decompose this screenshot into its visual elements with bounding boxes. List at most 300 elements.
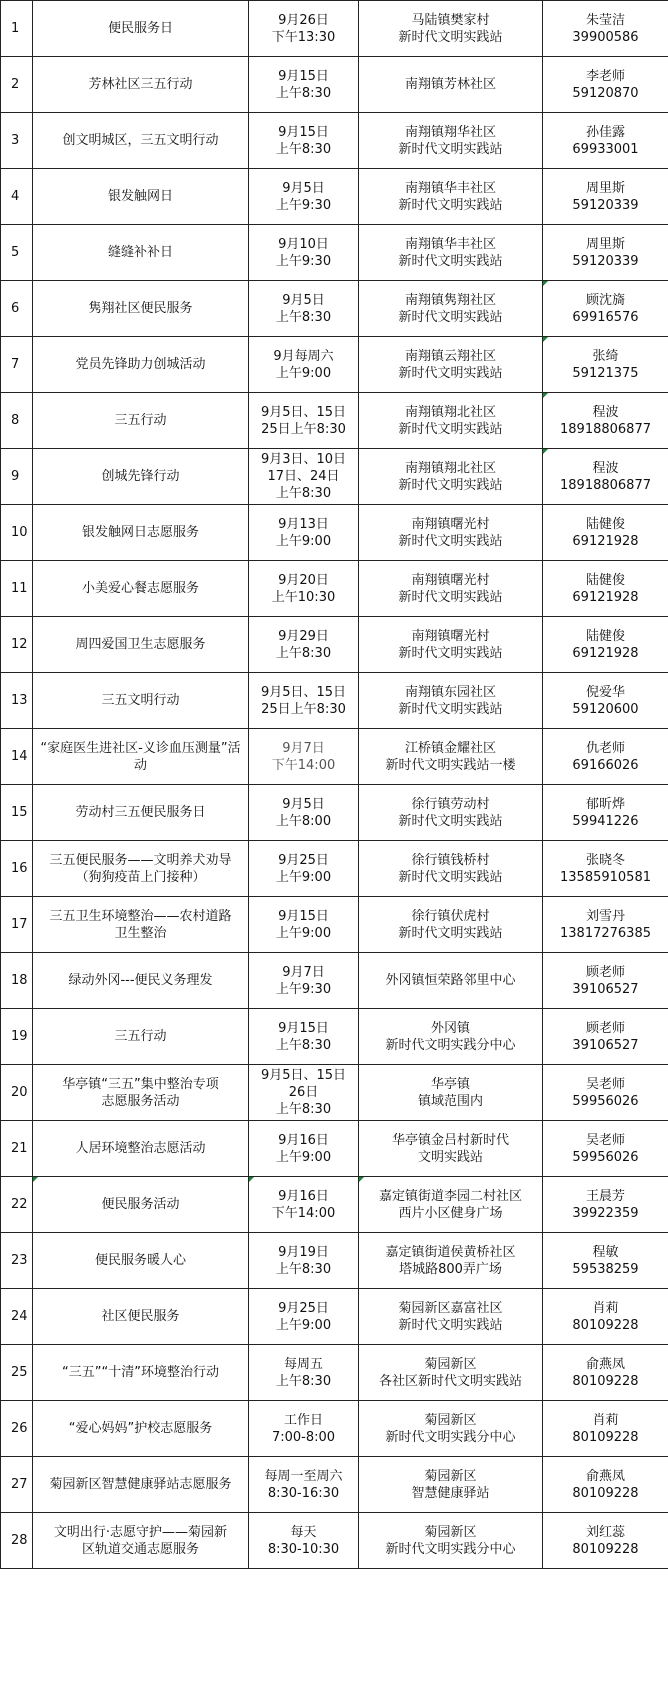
table-row <box>1 57 668 113</box>
row-number-cell: 21 <box>1 1121 33 1177</box>
contact-cell <box>543 1 668 57</box>
activity-place-cell <box>359 1345 543 1401</box>
time-line: 上午9:00 <box>275 365 332 381</box>
activity-place-cell <box>359 281 543 337</box>
time-line: 上午9:30 <box>275 197 332 213</box>
contact-cell <box>543 1009 668 1065</box>
contact-line: 59120339 <box>572 197 639 213</box>
activity-time-cell <box>249 393 359 449</box>
place-line: 新时代文明实践站 <box>398 197 503 213</box>
activity-line: 隽翔社区便民服务 <box>88 301 193 316</box>
contact-line: 陆健俊 <box>585 572 625 588</box>
activity-line: 银发触网日志愿服务 <box>81 525 199 540</box>
activity-time-cell <box>249 1345 359 1401</box>
activity-time-cell <box>249 673 359 729</box>
time-line: 9月5日 <box>282 180 325 196</box>
time-line: 9月15日 <box>278 1020 329 1036</box>
time-line: 7:00-8:00 <box>271 1429 336 1445</box>
time-line: 9月3日、10日 <box>260 452 347 467</box>
place-line: 新时代文明实践站 <box>398 309 503 325</box>
activity-line: 三五行动 <box>114 413 167 428</box>
row-number-cell: 15 <box>1 785 33 841</box>
activity-line: 周四爱国卫生志愿服务 <box>75 637 206 652</box>
activity-place-cell <box>359 1401 543 1457</box>
time-line: 9月10日 <box>278 236 329 252</box>
time-line: 9月5日、15日 <box>260 684 347 700</box>
place-line: 华亭镇金吕村新时代 <box>391 1132 509 1148</box>
row-number-cell: 19 <box>1 1009 33 1065</box>
activity-time-cell <box>249 561 359 617</box>
activity-time-cell <box>249 113 359 169</box>
activity-line: “三五”“十清”环境整治行动 <box>62 1365 219 1380</box>
row-number-cell: 10 <box>1 505 33 561</box>
activity-name-cell <box>33 841 249 897</box>
activity-line: 便民服务日 <box>107 21 173 36</box>
time-line: 9月5日 <box>282 796 325 812</box>
contact-line: 顾老师 <box>585 964 625 980</box>
contact-line: 39900586 <box>572 29 639 45</box>
row-number-cell: 27 <box>1 1457 33 1513</box>
row-number-cell: 3 <box>1 113 33 169</box>
activity-name-cell <box>33 57 249 113</box>
activity-time-cell <box>249 337 359 393</box>
row-number-cell: 6 <box>1 281 33 337</box>
contact-cell <box>543 561 668 617</box>
table-row <box>1 1401 668 1457</box>
activity-place-cell <box>359 897 543 953</box>
activity-time-cell <box>249 1289 359 1345</box>
activity-line: 三五行动 <box>114 1029 167 1044</box>
contact-cell <box>543 1513 668 1569</box>
contact-cell <box>543 281 668 337</box>
activity-name-cell <box>33 897 249 953</box>
activity-place-cell <box>359 1457 543 1513</box>
activity-time-cell <box>249 505 359 561</box>
row-number-cell: 26 <box>1 1401 33 1457</box>
table-row <box>1 1289 668 1345</box>
time-line: 9月19日 <box>278 1244 329 1260</box>
activity-time-cell <box>249 1401 359 1457</box>
time-line: 下午13:30 <box>271 29 336 45</box>
contact-cell <box>543 169 668 225</box>
activity-place-cell <box>359 225 543 281</box>
activity-name-cell <box>33 1345 249 1401</box>
contact-line: 80109228 <box>572 1429 639 1445</box>
row-number-cell: 12 <box>1 617 33 673</box>
place-line: 徐行镇钱桥村 <box>411 852 490 868</box>
activity-line: 便民服务活动 <box>101 1197 180 1212</box>
contact-line: 郁昕烨 <box>585 796 625 812</box>
time-line: 9月每周六 <box>273 348 334 364</box>
activity-name-cell <box>33 505 249 561</box>
place-line: 菊园新区 <box>424 1412 477 1428</box>
contact-line: 59538259 <box>572 1261 639 1277</box>
activity-line: 三五便民服务——文明养犬劝导 <box>49 852 232 868</box>
table-row <box>1 841 668 897</box>
contact-line: 刘雪丹 <box>585 908 625 924</box>
activity-line: 创城先锋行动 <box>101 469 180 484</box>
activity-time-cell <box>249 225 359 281</box>
time-line: 上午9:30 <box>275 253 332 269</box>
contact-line: 80109228 <box>572 1541 639 1557</box>
activity-line: 银发触网日 <box>107 189 173 204</box>
activity-line: “爱心妈妈”护校志愿服务 <box>68 1421 213 1436</box>
contact-line: 李老师 <box>585 68 625 84</box>
activity-time-cell <box>249 1177 359 1233</box>
activity-time-cell <box>249 1233 359 1289</box>
activity-time-cell <box>249 169 359 225</box>
activity-line: 缝缝补补日 <box>107 245 173 260</box>
contact-cell <box>543 617 668 673</box>
table-row <box>1 449 668 505</box>
place-line: 南翔镇曙光村 <box>411 572 490 588</box>
contact-line: 张晓冬 <box>585 852 625 868</box>
place-line: 菊园新区 <box>424 1356 477 1372</box>
time-line: 9月15日 <box>278 124 329 140</box>
contact-cell <box>543 1457 668 1513</box>
contact-cell <box>543 337 668 393</box>
activity-line: 小美爱心餐志愿服务 <box>81 581 199 596</box>
activity-line: 创文明城区，三五文明行动 <box>62 133 219 148</box>
contact-line: 顾老师 <box>585 1020 625 1036</box>
table-row <box>1 1513 668 1569</box>
activity-place-cell <box>359 785 543 841</box>
activity-place-cell <box>359 1121 543 1177</box>
time-line: 9月29日 <box>278 628 329 644</box>
activity-time-cell <box>249 841 359 897</box>
place-line: 新时代文明实践站 <box>398 589 503 605</box>
table-row <box>1 337 668 393</box>
time-line: 每天 <box>290 1524 317 1540</box>
time-line: 9月5日 <box>282 292 325 308</box>
contact-line: 陆健俊 <box>585 628 625 644</box>
activity-line: 人居环境整治志愿活动 <box>75 1141 206 1156</box>
place-line: 华亭镇 <box>430 1076 470 1092</box>
activity-place-cell <box>359 1 543 57</box>
place-line: 徐行镇劳动村 <box>411 796 490 812</box>
time-line: 上午8:30 <box>275 1102 332 1117</box>
table-row <box>1 1457 668 1513</box>
table-row <box>1 393 668 449</box>
time-line: 9月16日 <box>278 1188 329 1204</box>
activity-name-cell <box>33 561 249 617</box>
place-line: 新时代文明实践站 <box>398 477 503 493</box>
place-line: 南翔镇翔北社区 <box>404 404 496 420</box>
contact-line: 80109228 <box>572 1373 639 1389</box>
place-line: 南翔镇云翔社区 <box>404 348 496 364</box>
time-line: 上午8:30 <box>275 85 332 101</box>
contact-cell <box>543 393 668 449</box>
place-line: 菊园新区嘉富社区 <box>398 1300 503 1316</box>
contact-cell <box>543 225 668 281</box>
activity-line: 华亭镇“三五”集中整治专项 <box>62 1076 219 1092</box>
activity-place-cell <box>359 1009 543 1065</box>
time-line: 17日、24日 <box>267 469 340 484</box>
row-number-cell: 13 <box>1 673 33 729</box>
contact-line: 39922359 <box>572 1205 639 1221</box>
place-line: 菊园新区 <box>424 1468 477 1484</box>
contact-line: 程波 <box>592 460 619 476</box>
row-number-cell: 20 <box>1 1065 33 1121</box>
time-line: 上午8:30 <box>275 309 332 325</box>
contact-line: 程波 <box>592 404 619 420</box>
place-line: 新时代文明实践站 <box>398 533 503 549</box>
activity-place-cell <box>359 1177 543 1233</box>
contact-cell <box>543 1121 668 1177</box>
contact-line: 倪爱华 <box>585 684 625 700</box>
place-line: 镇域范围内 <box>417 1093 483 1109</box>
contact-line: 俞燕凤 <box>585 1468 625 1484</box>
activity-place-cell <box>359 1065 543 1121</box>
activity-line: 志愿服务活动 <box>101 1093 180 1109</box>
activity-line: 区轨道交通志愿服务 <box>81 1541 199 1557</box>
contact-line: 59120339 <box>572 253 639 269</box>
activity-name-cell <box>33 617 249 673</box>
table-row <box>1 785 668 841</box>
activity-name-cell <box>33 337 249 393</box>
place-line: 菊园新区 <box>424 1524 477 1540</box>
place-line: 新时代文明实践站 <box>398 141 503 157</box>
activity-time-cell <box>249 1 359 57</box>
activity-name-cell <box>33 1177 249 1233</box>
contact-line: 18918806877 <box>560 421 651 437</box>
contact-cell <box>543 1233 668 1289</box>
time-line: 上午9:00 <box>275 869 332 885</box>
activity-time-cell <box>249 1513 359 1569</box>
row-number-cell: 7 <box>1 337 33 393</box>
place-line: 新时代文明实践站 <box>398 421 503 437</box>
row-number-cell: 18 <box>1 953 33 1009</box>
activity-name-cell <box>33 785 249 841</box>
activity-name-cell <box>33 113 249 169</box>
activity-time-cell <box>249 1065 359 1121</box>
contact-line: 69933001 <box>572 141 639 157</box>
activity-place-cell <box>359 673 543 729</box>
place-line: 塔城路800弄广场 <box>399 1261 502 1277</box>
table-row <box>1 1 668 57</box>
contact-line: 13585910581 <box>560 869 651 885</box>
activity-time-cell <box>249 729 359 785</box>
table-row <box>1 505 668 561</box>
time-line: 9月25日 <box>278 852 329 868</box>
place-line: 智慧健康驿站 <box>411 1485 490 1501</box>
table-row <box>1 617 668 673</box>
place-line: 马陆镇樊家村 <box>411 12 490 28</box>
place-line: 外冈镇 <box>430 1020 470 1036</box>
row-number-cell: 25 <box>1 1345 33 1401</box>
time-line: 上午9:00 <box>275 533 332 549</box>
place-line: 各社区新时代文明实践站 <box>378 1373 522 1389</box>
contact-cell <box>543 841 668 897</box>
place-line: 南翔镇翔华社区 <box>404 124 496 140</box>
contact-line: 59120870 <box>572 85 639 101</box>
contact-line: 13817276385 <box>560 925 651 941</box>
table-row <box>1 1065 668 1121</box>
activity-name-cell <box>33 281 249 337</box>
activity-place-cell <box>359 169 543 225</box>
contact-line: 吴老师 <box>585 1076 625 1092</box>
activity-place-cell <box>359 393 543 449</box>
contact-cell <box>543 729 668 785</box>
activity-place-cell <box>359 841 543 897</box>
contact-cell <box>543 57 668 113</box>
place-line: 南翔镇芳林社区 <box>404 77 496 92</box>
place-line: 新时代文明实践站 <box>398 869 503 885</box>
time-line: 9月26日 <box>278 12 329 28</box>
row-number-cell: 16 <box>1 841 33 897</box>
contact-line: 69121928 <box>572 533 639 549</box>
contact-line: 张绮 <box>592 348 619 364</box>
activity-place-cell <box>359 953 543 1009</box>
activity-place-cell <box>359 505 543 561</box>
place-line: 嘉定镇街道李园二村社区 <box>378 1188 522 1204</box>
time-line: 25日上午8:30 <box>261 701 346 717</box>
contact-line: 陆健俊 <box>585 516 625 532</box>
time-line: 9月7日 <box>282 740 325 756</box>
place-line: 新时代文明实践分中心 <box>385 1429 516 1445</box>
contact-line: 18918806877 <box>560 477 651 493</box>
contact-line: 肖莉 <box>592 1412 619 1428</box>
time-line: 上午8:30 <box>275 1373 332 1389</box>
contact-cell <box>543 897 668 953</box>
place-line: 新时代文明实践站 <box>398 701 503 717</box>
activity-name-cell <box>33 449 249 505</box>
row-number-cell: 23 <box>1 1233 33 1289</box>
time-line: 9月15日 <box>278 908 329 924</box>
time-line: 9月15日 <box>278 68 329 84</box>
time-line: 下午14:00 <box>271 1205 336 1221</box>
place-line: 新时代文明实践站 <box>398 365 503 381</box>
table-row <box>1 673 668 729</box>
row-number-cell: 17 <box>1 897 33 953</box>
row-number-cell: 5 <box>1 225 33 281</box>
contact-line: 59941226 <box>572 813 639 829</box>
activity-name-cell <box>33 1 249 57</box>
time-line: 上午9:00 <box>275 925 332 941</box>
activity-line: 三五文明行动 <box>101 693 180 708</box>
activity-place-cell <box>359 449 543 505</box>
activity-name-cell <box>33 673 249 729</box>
activity-line: “家庭医生进社区-义诊血压测量”活动 <box>40 740 241 773</box>
table-row <box>1 281 668 337</box>
table-row <box>1 1233 668 1289</box>
place-line: 南翔镇隽翔社区 <box>404 292 496 308</box>
activity-time-cell <box>249 1121 359 1177</box>
row-number-cell: 8 <box>1 393 33 449</box>
time-line: 9月5日、15日 <box>260 1068 347 1083</box>
place-line: 南翔镇曙光村 <box>411 628 490 644</box>
contact-cell <box>543 785 668 841</box>
place-line: 南翔镇东园社区 <box>404 684 496 700</box>
time-line: 工作日 <box>283 1412 323 1428</box>
activity-time-cell <box>249 897 359 953</box>
time-line: 9月25日 <box>278 1300 329 1316</box>
contact-line: 80109228 <box>572 1317 639 1333</box>
row-number-cell: 2 <box>1 57 33 113</box>
table-row <box>1 897 668 953</box>
activity-line: 三五卫生环境整治——农村道路 <box>49 908 232 924</box>
activity-name-cell <box>33 169 249 225</box>
place-line: 新时代文明实践站 <box>398 253 503 269</box>
place-line: 新时代文明实践站 <box>398 645 503 661</box>
time-line: 每周一至周六 <box>264 1468 343 1484</box>
time-line: 上午8:30 <box>275 1261 332 1277</box>
time-line: 上午8:00 <box>275 813 332 829</box>
place-line: 新时代文明实践站 <box>398 29 503 45</box>
place-line: 西片小区健身广场 <box>398 1205 503 1221</box>
row-number-cell: 4 <box>1 169 33 225</box>
activity-time-cell <box>249 449 359 505</box>
time-line: 9月13日 <box>278 516 329 532</box>
time-line: 上午9:00 <box>275 1317 332 1333</box>
activity-place-cell <box>359 57 543 113</box>
activity-line: （狗狗疫苗上门接种） <box>75 869 206 885</box>
table-row <box>1 1121 668 1177</box>
activity-place-cell <box>359 337 543 393</box>
contact-cell <box>543 505 668 561</box>
table-row <box>1 1345 668 1401</box>
row-number-cell: 24 <box>1 1289 33 1345</box>
contact-cell <box>543 1065 668 1121</box>
table-row <box>1 169 668 225</box>
table-row <box>1 729 668 785</box>
contact-cell <box>543 1289 668 1345</box>
activity-time-cell <box>249 953 359 1009</box>
contact-cell <box>543 449 668 505</box>
contact-line: 59956026 <box>572 1093 639 1109</box>
contact-line: 69121928 <box>572 589 639 605</box>
contact-cell <box>543 1345 668 1401</box>
time-line: 9月5日、15日 <box>260 404 347 420</box>
contact-line: 59956026 <box>572 1149 639 1165</box>
row-number-cell: 11 <box>1 561 33 617</box>
contact-line: 吴老师 <box>585 1132 625 1148</box>
activity-name-cell <box>33 729 249 785</box>
row-number-cell: 22 <box>1 1177 33 1233</box>
activity-table-body <box>1 1 668 1569</box>
time-line: 9月20日 <box>278 572 329 588</box>
contact-line: 周里斯 <box>585 180 625 196</box>
activity-name-cell <box>33 1457 249 1513</box>
time-line: 上午8:30 <box>275 141 332 157</box>
activity-name-cell <box>33 1513 249 1569</box>
contact-line: 59121375 <box>572 365 639 381</box>
time-line: 25日上午8:30 <box>261 421 346 437</box>
activity-line: 绿动外冈---便民义务理发 <box>68 973 213 988</box>
activity-place-cell <box>359 1289 543 1345</box>
table-row <box>1 1177 668 1233</box>
contact-line: 69166026 <box>572 757 639 773</box>
place-line: 新时代文明实践站 <box>398 925 503 941</box>
activity-line: 卫生整治 <box>114 925 167 941</box>
contact-line: 周里斯 <box>585 236 625 252</box>
contact-line: 59120600 <box>572 701 639 717</box>
place-line: 新时代文明实践站 <box>398 1317 503 1333</box>
contact-cell <box>543 1177 668 1233</box>
row-number-cell: 14 <box>1 729 33 785</box>
activity-place-cell <box>359 1233 543 1289</box>
activity-place-cell <box>359 1513 543 1569</box>
activity-place-cell <box>359 617 543 673</box>
contact-line: 俞燕凤 <box>585 1356 625 1372</box>
contact-line: 69916576 <box>572 309 639 325</box>
activity-line: 劳动村三五便民服务日 <box>75 805 206 820</box>
table-row <box>1 225 668 281</box>
place-line: 江桥镇金耀社区 <box>404 740 496 756</box>
activity-line: 芳林社区三五行动 <box>88 77 193 92</box>
row-number-cell: 1 <box>1 1 33 57</box>
contact-line: 王晨芳 <box>585 1188 625 1204</box>
